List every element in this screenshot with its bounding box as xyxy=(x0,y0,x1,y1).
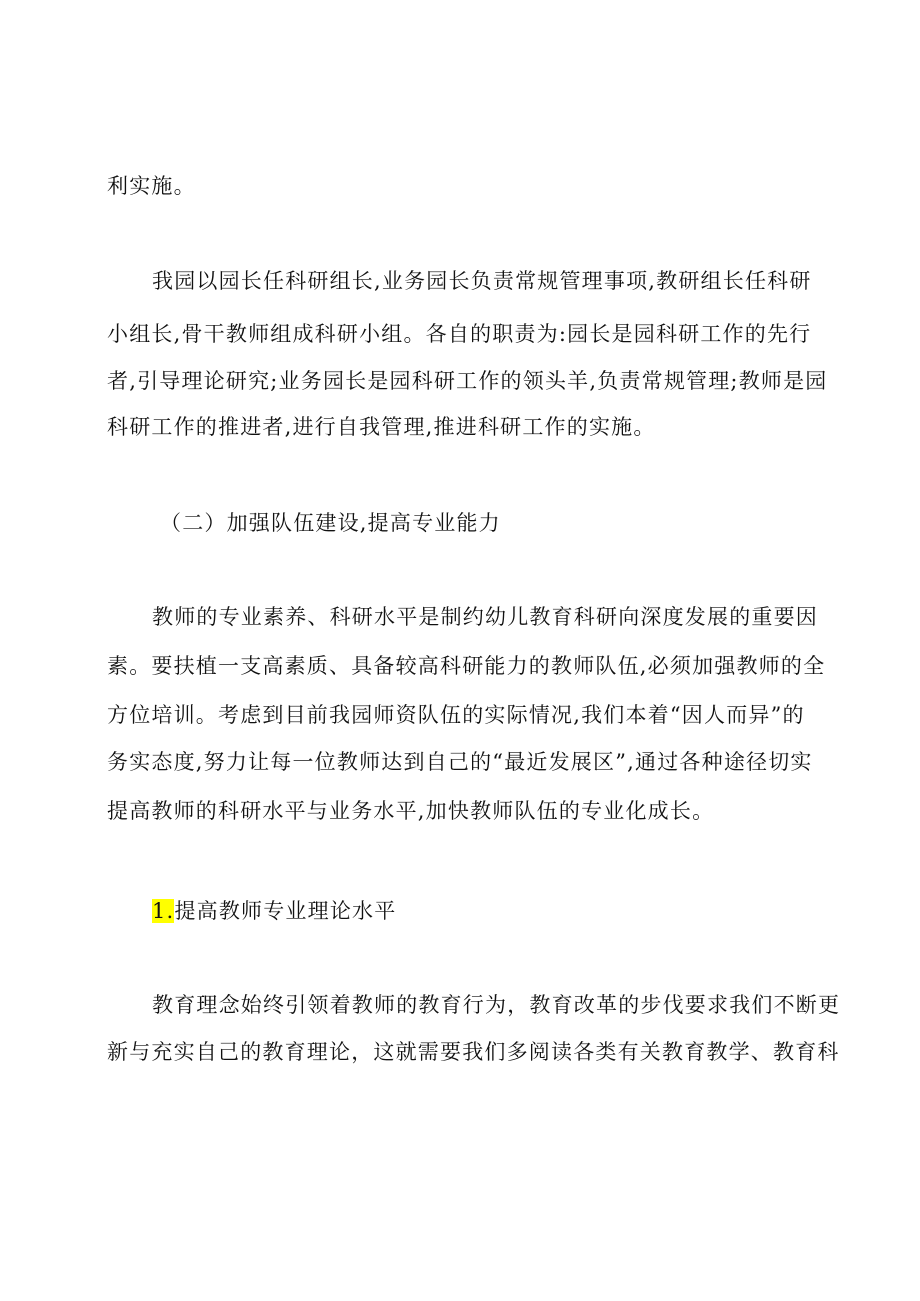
paragraph-3-line-2: 新与充实自己的教育理论，这就需要我们多阅读各类有关教育教学、教育科 xyxy=(107,1040,840,1064)
paragraph-1-line-2: 小组长,骨干教师组成科研小组。各自的职责为:园长是园科研工作的先行 xyxy=(107,322,812,346)
continuation-line: 利实施。 xyxy=(107,174,196,198)
paragraph-2-line-4: 务实态度,努力让每一位教师达到自己的“最近发展区”,通过各种途径切实 xyxy=(107,750,813,774)
paragraph-1-line-1: 我园以园长任科研组长,业务园长负责常规管理事项,教研组长任科研 xyxy=(152,269,812,293)
paragraph-2-line-1: 教师的专业素养、科研水平是制约幼儿教育科研向深度发展的重要因 xyxy=(152,605,818,629)
subheading-text: 提高教师专业理论水平 xyxy=(174,899,397,923)
paragraph-2-line-3: 方位培训。考虑到目前我园师资队伍的实际情况,我们本着“因人而异”的 xyxy=(107,703,805,727)
subheading xyxy=(152,897,396,925)
paragraph-2-line-5: 提高教师的科研水平与业务水平,加快教师队伍的专业化成长。 xyxy=(107,799,715,823)
paragraph-1-line-3: 者,引导理论研究;业务园长是园科研工作的领头羊,负责常规管理;教师是园 xyxy=(107,369,828,393)
paragraph-3-line-1: 教育理念始终引领着教师的教育行为，教育改革的步伐要求我们不断更 xyxy=(152,993,841,1017)
paragraph-1-line-4: 科研工作的推进者,进行自我管理,推进科研工作的实施。 xyxy=(107,415,656,439)
section-heading: （二）加强队伍建设,提高专业能力 xyxy=(160,511,501,535)
paragraph-2-line-2: 素。要扶植一支高素质、具备较高科研能力的教师队伍,必须加强教师的全 xyxy=(107,654,826,678)
subheading-number-highlight: 1. xyxy=(152,899,175,923)
